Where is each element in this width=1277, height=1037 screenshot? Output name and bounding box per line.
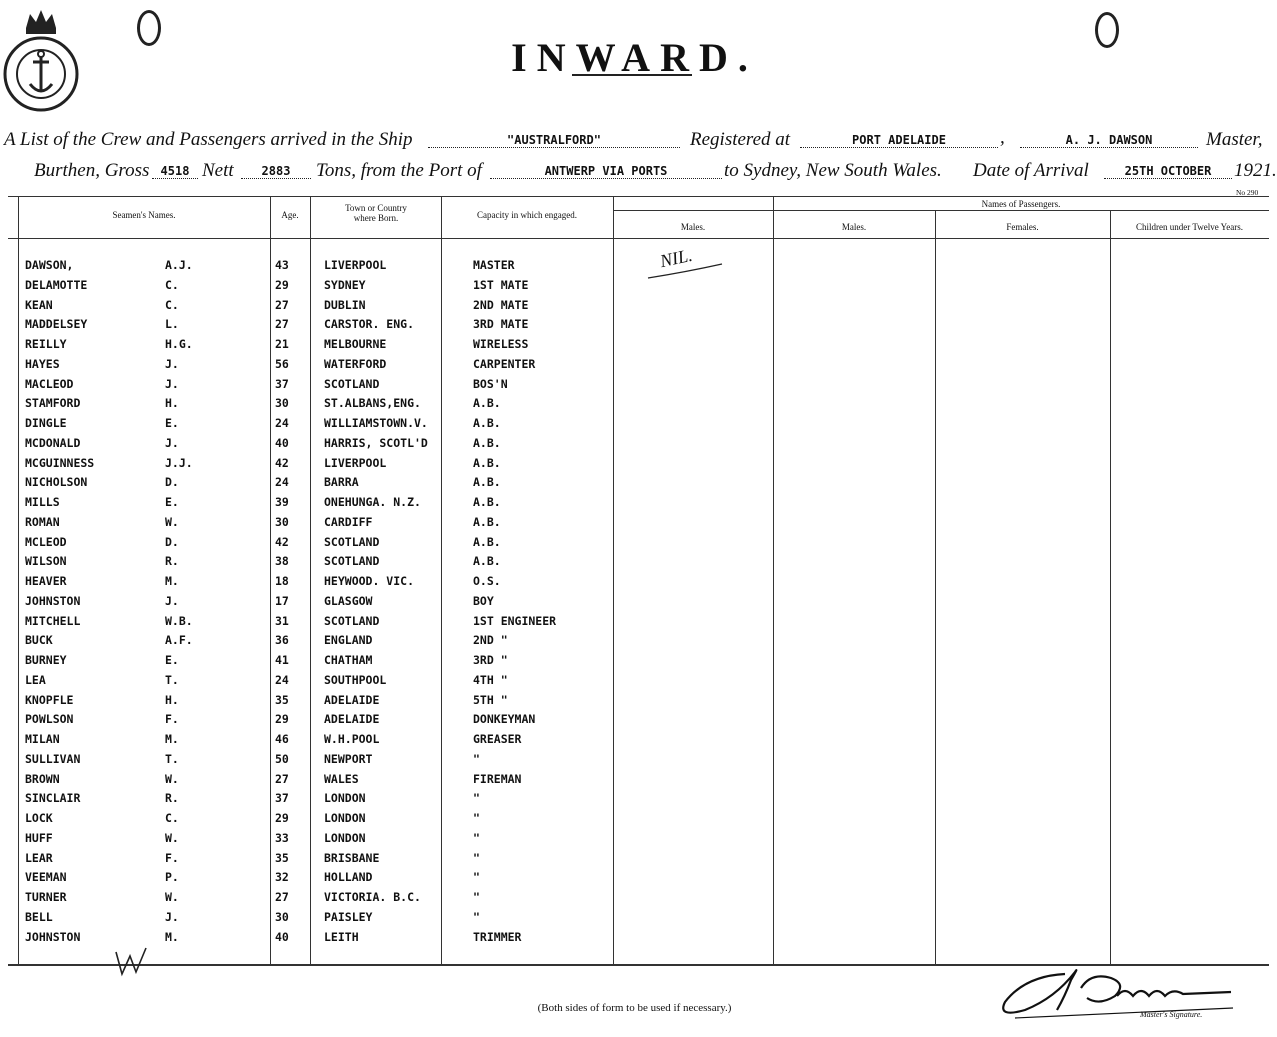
crew-surname: HEAVER bbox=[25, 574, 67, 588]
crew-surname: BURNEY bbox=[25, 653, 67, 667]
crew-capacity: 1ST ENGINEER bbox=[473, 613, 557, 628]
table-row bbox=[0, 298, 1269, 317]
crew-initials: J. bbox=[165, 356, 179, 371]
table-row bbox=[0, 791, 1269, 810]
crew-initials: R. bbox=[165, 554, 179, 569]
crew-birthplace: CARSTOR. ENG. bbox=[324, 317, 415, 332]
crew-surname: KEAN bbox=[25, 297, 53, 312]
crew-capacity: " bbox=[473, 791, 480, 806]
crew-capacity: A.B. bbox=[473, 396, 501, 411]
table-row bbox=[0, 752, 1269, 771]
crew-age: 35 bbox=[275, 692, 289, 707]
crew-age: 24 bbox=[275, 475, 289, 490]
crew-initials: W. bbox=[165, 514, 179, 529]
crew-initials: J. bbox=[165, 376, 179, 391]
crew-age: 17 bbox=[275, 593, 289, 608]
table-row bbox=[0, 456, 1269, 475]
master-name: A. J. DAWSON bbox=[1020, 133, 1198, 148]
crew-capacity: MASTER bbox=[473, 258, 515, 272]
crew-initials: E. bbox=[165, 653, 179, 667]
crew-capacity: WIRELESS bbox=[473, 337, 529, 351]
table-row bbox=[0, 712, 1269, 731]
crew-birthplace: LONDON bbox=[324, 791, 366, 806]
table-row bbox=[0, 317, 1269, 336]
crew-initials: D. bbox=[165, 534, 179, 549]
table-row bbox=[0, 594, 1269, 613]
crew-age: 35 bbox=[275, 850, 289, 865]
crew-surname: BROWN bbox=[25, 771, 60, 786]
crew-initials: C. bbox=[165, 811, 179, 825]
crew-capacity: BOY bbox=[473, 593, 494, 608]
crew-birthplace: VICTORIA. B.C. bbox=[324, 890, 421, 904]
table-row bbox=[0, 614, 1269, 633]
crew-birthplace: ST.ALBANS,ENG. bbox=[324, 396, 421, 411]
crew-initials: M. bbox=[165, 732, 179, 746]
crew-age: 30 bbox=[275, 909, 289, 924]
crew-surname: HUFF bbox=[25, 830, 53, 845]
crew-age: 39 bbox=[275, 495, 289, 509]
crew-surname: LOCK bbox=[25, 811, 53, 825]
crew-surname: WILSON bbox=[25, 554, 67, 569]
table-row bbox=[0, 278, 1269, 297]
table-row bbox=[0, 772, 1269, 791]
crew-initials: C. bbox=[165, 277, 179, 292]
crew-initials: W. bbox=[165, 830, 179, 845]
crew-age: 38 bbox=[275, 554, 289, 569]
crew-capacity: 1ST MATE bbox=[473, 277, 529, 292]
crew-age: 29 bbox=[275, 712, 289, 727]
table-row bbox=[0, 831, 1269, 850]
table-row bbox=[0, 535, 1269, 554]
crew-capacity: 3RD " bbox=[473, 653, 508, 667]
crew-capacity: A.B. bbox=[473, 475, 501, 490]
crew-birthplace: NEWPORT bbox=[324, 751, 373, 766]
crew-surname: BUCK bbox=[25, 633, 53, 648]
table-row bbox=[0, 475, 1269, 494]
col-header-age: Age. bbox=[281, 210, 299, 220]
signature-caption: Master's Signature. bbox=[1140, 1010, 1203, 1019]
crew-birthplace: SOUTHPOOL bbox=[324, 672, 387, 687]
crew-age: 43 bbox=[275, 258, 289, 272]
crew-surname: REILLY bbox=[25, 337, 67, 351]
table-row bbox=[0, 851, 1269, 870]
crew-capacity: DONKEYMAN bbox=[473, 712, 536, 727]
crew-capacity: 3RD MATE bbox=[473, 317, 529, 332]
footer-note: (Both sides of form to be used if necessary.) bbox=[537, 1002, 732, 1014]
crew-initials: J.J. bbox=[165, 455, 193, 470]
table-row bbox=[0, 633, 1269, 652]
crew-initials: H.G. bbox=[165, 337, 193, 351]
crew-surname: MCDONALD bbox=[25, 435, 81, 450]
crew-age: 27 bbox=[275, 890, 289, 904]
crew-birthplace: SCOTLAND bbox=[324, 376, 380, 391]
crew-capacity: 4TH " bbox=[473, 672, 508, 687]
crew-birthplace: ENGLAND bbox=[324, 633, 373, 648]
crew-initials: A.F. bbox=[165, 633, 193, 648]
crew-birthplace: SCOTLAND bbox=[324, 534, 380, 549]
master-signature bbox=[995, 962, 1240, 1024]
crew-surname: MCGUINNESS bbox=[25, 455, 95, 470]
crew-initials: T. bbox=[165, 751, 179, 766]
crew-age: 18 bbox=[275, 574, 289, 588]
crew-capacity: " bbox=[473, 811, 480, 825]
crew-capacity: FIREMAN bbox=[473, 771, 522, 786]
crew-initials: H. bbox=[165, 692, 179, 707]
crew-age: 32 bbox=[275, 870, 289, 885]
crew-initials: J. bbox=[165, 909, 179, 924]
crew-capacity: " bbox=[473, 751, 480, 766]
crew-birthplace: ONEHUNGA. N.Z. bbox=[324, 495, 421, 509]
crew-age: 36 bbox=[275, 633, 289, 648]
crew-initials: D. bbox=[165, 475, 179, 490]
crew-birthplace: LIVERPOOL bbox=[324, 455, 387, 470]
crew-surname: MADDELSEY bbox=[25, 317, 88, 332]
crew-birthplace: HOLLAND bbox=[324, 870, 373, 885]
crew-initials: L. bbox=[165, 317, 179, 332]
page-title: INWARD. bbox=[511, 35, 758, 80]
crew-age: 37 bbox=[275, 791, 289, 806]
crew-birthplace: HARRIS, SCOTL'D bbox=[324, 435, 428, 450]
crew-birthplace: LEITH bbox=[324, 929, 359, 944]
to-label: to Sydney, New South Wales. bbox=[724, 160, 942, 181]
crew-surname: BELL bbox=[25, 909, 53, 924]
crew-capacity: A.B. bbox=[473, 416, 501, 430]
crew-birthplace: SYDNEY bbox=[324, 277, 366, 292]
crew-surname: DINGLE bbox=[25, 416, 67, 430]
crew-initials: F. bbox=[165, 712, 179, 727]
table-row bbox=[0, 693, 1269, 712]
crew-birthplace: WALES bbox=[324, 771, 359, 786]
crew-capacity: 2ND MATE bbox=[473, 297, 529, 312]
crew-initials: J. bbox=[165, 435, 179, 450]
crew-capacity: " bbox=[473, 870, 480, 885]
crew-birthplace: LONDON bbox=[324, 830, 366, 845]
crew-birthplace: MELBOURNE bbox=[324, 337, 387, 351]
crew-birthplace: ADELAIDE bbox=[324, 692, 380, 707]
table-row bbox=[0, 416, 1269, 435]
crew-age: 30 bbox=[275, 514, 289, 529]
table-row bbox=[0, 554, 1269, 573]
form-number: No 290 bbox=[1236, 188, 1259, 197]
crew-birthplace: W.H.POOL bbox=[324, 732, 380, 746]
crew-surname: MITCHELL bbox=[25, 613, 81, 628]
col-header-town: Town or Country where Born. bbox=[345, 203, 407, 223]
table-row bbox=[0, 574, 1269, 593]
crew-birthplace: WATERFORD bbox=[324, 356, 387, 371]
registered-label: Registered at bbox=[690, 129, 791, 150]
crew-birthplace: GLASGOW bbox=[324, 593, 373, 608]
crew-surname: MCLEOD bbox=[25, 534, 67, 549]
crew-surname: SULLIVAN bbox=[25, 751, 81, 766]
col-header-males-crew: Males. bbox=[680, 222, 706, 232]
header-line-1 bbox=[4, 129, 413, 151]
table-row bbox=[0, 811, 1269, 830]
crew-initials: T. bbox=[165, 672, 179, 687]
crew-capacity: A.B. bbox=[473, 554, 501, 569]
crew-birthplace: DUBLIN bbox=[324, 297, 366, 312]
crew-surname: STAMFORD bbox=[25, 396, 81, 411]
crew-age: 27 bbox=[275, 771, 289, 786]
col-header-children: Children under Twelve Years. bbox=[1136, 222, 1243, 232]
crew-capacity: O.S. bbox=[473, 574, 501, 588]
table-row bbox=[0, 910, 1269, 929]
master-label: Master, bbox=[1206, 129, 1263, 150]
crew-surname: JOHNSTON bbox=[25, 593, 81, 608]
col-header-males: Males. bbox=[841, 222, 867, 232]
crew-age: 41 bbox=[275, 653, 289, 667]
crew-age: 27 bbox=[275, 297, 289, 312]
table-row bbox=[0, 673, 1269, 692]
crew-age: 40 bbox=[275, 929, 289, 944]
crew-birthplace: BRISBANE bbox=[324, 850, 380, 865]
arrival-label: Date of Arrival bbox=[973, 160, 1089, 181]
crew-birthplace: CHATHAM bbox=[324, 653, 373, 667]
crew-birthplace: ADELAIDE bbox=[324, 712, 380, 727]
arrival-date: 25TH OCTOBER bbox=[1104, 164, 1232, 179]
crew-surname: MILLS bbox=[25, 495, 60, 509]
crew-age: 40 bbox=[275, 435, 289, 450]
crew-birthplace: LIVERPOOL bbox=[324, 258, 387, 272]
crew-age: 24 bbox=[275, 416, 289, 430]
crew-age: 30 bbox=[275, 396, 289, 411]
crew-initials: W. bbox=[165, 890, 179, 904]
crew-age: 50 bbox=[275, 751, 289, 766]
crew-initials: C. bbox=[165, 297, 179, 312]
crew-surname: TURNER bbox=[25, 890, 67, 904]
col-header-passengers: Names of Passengers. bbox=[981, 199, 1061, 209]
crew-capacity: A.B. bbox=[473, 455, 501, 470]
crew-initials: W.B. bbox=[165, 613, 193, 628]
crew-surname: JOHNSTON bbox=[25, 929, 81, 944]
list-prefix: A List of the Crew and Passengers arrived in the Ship bbox=[4, 129, 413, 150]
nil-note: NIL. bbox=[658, 244, 695, 272]
crew-birthplace: CARDIFF bbox=[324, 514, 373, 529]
crew-surname: MACLEOD bbox=[25, 376, 74, 391]
crew-surname: NICHOLSON bbox=[25, 475, 88, 490]
passenger-rule bbox=[614, 210, 1269, 211]
crew-initials: A.J. bbox=[165, 258, 193, 272]
tons-label: Tons, from the Port of bbox=[316, 160, 482, 181]
crew-birthplace: SCOTLAND bbox=[324, 613, 380, 628]
crew-capacity: " bbox=[473, 850, 480, 865]
crew-age: 21 bbox=[275, 337, 289, 351]
crew-initials: R. bbox=[165, 791, 179, 806]
col-header-capacity: Capacity in which engaged. bbox=[477, 210, 577, 220]
crew-initials: M. bbox=[165, 574, 179, 588]
crew-surname: VEEMAN bbox=[25, 870, 67, 885]
crew-initials: H. bbox=[165, 396, 179, 411]
crew-initials: J. bbox=[165, 593, 179, 608]
table-row bbox=[0, 515, 1269, 534]
table-row bbox=[0, 337, 1269, 356]
crew-capacity: TRIMMER bbox=[473, 929, 522, 944]
crew-surname: SINCLAIR bbox=[25, 791, 81, 806]
crew-capacity: CARPENTER bbox=[473, 356, 536, 371]
comma: , bbox=[1000, 127, 1005, 148]
crew-birthplace: BARRA bbox=[324, 475, 359, 490]
crew-age: 29 bbox=[275, 811, 289, 825]
title-rule bbox=[572, 74, 692, 76]
nett-tons: 2883 bbox=[241, 164, 311, 179]
from-port: ANTWERP VIA PORTS bbox=[490, 164, 722, 179]
crew-age: 24 bbox=[275, 672, 289, 687]
registry-port: PORT ADELAIDE bbox=[800, 133, 998, 148]
table-header-rule bbox=[8, 238, 1269, 239]
crew-surname: LEAR bbox=[25, 850, 53, 865]
burthen-label: Burthen, Gross bbox=[34, 160, 150, 181]
crew-capacity: BOS'N bbox=[473, 376, 508, 391]
table-row bbox=[0, 890, 1269, 909]
crew-capacity: GREASER bbox=[473, 732, 522, 746]
crew-age: 56 bbox=[275, 356, 289, 371]
arrival-year: 1921. bbox=[1234, 160, 1277, 181]
col-header-females: Females. bbox=[1006, 222, 1039, 232]
crew-initials: W. bbox=[165, 771, 179, 786]
crew-capacity: 2ND " bbox=[473, 633, 508, 648]
table-row bbox=[0, 258, 1269, 277]
crew-birthplace: PAISLEY bbox=[324, 909, 373, 924]
crew-surname: POWLSON bbox=[25, 712, 74, 727]
crew-initials: P. bbox=[165, 870, 179, 885]
crew-surname: HAYES bbox=[25, 356, 60, 371]
crew-initials: F. bbox=[165, 850, 179, 865]
gross-tons: 4518 bbox=[152, 164, 198, 179]
crew-age: 27 bbox=[275, 317, 289, 332]
crew-initials: M. bbox=[165, 929, 179, 944]
crew-surname: DAWSON, bbox=[25, 258, 74, 272]
crew-capacity: " bbox=[473, 890, 480, 904]
crew-birthplace: WILLIAMSTOWN.V. bbox=[324, 416, 428, 430]
table-row bbox=[0, 870, 1269, 889]
table-row bbox=[0, 377, 1269, 396]
crew-capacity: " bbox=[473, 909, 480, 924]
table-row bbox=[0, 732, 1269, 751]
crew-surname: ROMAN bbox=[25, 514, 60, 529]
crew-age: 42 bbox=[275, 455, 289, 470]
crew-surname: LEA bbox=[25, 672, 46, 687]
crew-surname: MILAN bbox=[25, 732, 60, 746]
crew-birthplace: HEYWOOD. VIC. bbox=[324, 574, 415, 588]
table-row bbox=[0, 930, 1269, 949]
table-row bbox=[0, 396, 1269, 415]
table-row bbox=[0, 653, 1269, 672]
table-row bbox=[0, 436, 1269, 455]
crew-age: 33 bbox=[275, 830, 289, 845]
crew-capacity: A.B. bbox=[473, 534, 501, 549]
ship-name: "AUSTRALFORD" bbox=[428, 133, 680, 148]
tick-mark bbox=[112, 944, 152, 980]
crew-initials: E. bbox=[165, 495, 179, 509]
crew-capacity: " bbox=[473, 830, 480, 845]
table-row bbox=[0, 495, 1269, 514]
crew-initials: E. bbox=[165, 416, 179, 430]
crew-age: 31 bbox=[275, 613, 289, 628]
crew-birthplace: SCOTLAND bbox=[324, 554, 380, 569]
crew-age: 37 bbox=[275, 376, 289, 391]
crew-capacity: A.B. bbox=[473, 495, 501, 509]
crew-capacity: 5TH " bbox=[473, 692, 508, 707]
table-row bbox=[0, 357, 1269, 376]
crew-age: 46 bbox=[275, 732, 289, 746]
crew-capacity: A.B. bbox=[473, 435, 501, 450]
crew-age: 29 bbox=[275, 277, 289, 292]
crew-age: 42 bbox=[275, 534, 289, 549]
nett-label: Nett bbox=[202, 160, 234, 181]
table-top-rule bbox=[8, 196, 1269, 197]
crew-capacity: A.B. bbox=[473, 514, 501, 529]
col-header-names: Seamen's Names. bbox=[112, 210, 176, 220]
crew-surname: KNOPFLE bbox=[25, 692, 74, 707]
crew-surname: DELAMOTTE bbox=[25, 277, 88, 292]
crew-birthplace: LONDON bbox=[324, 811, 366, 825]
